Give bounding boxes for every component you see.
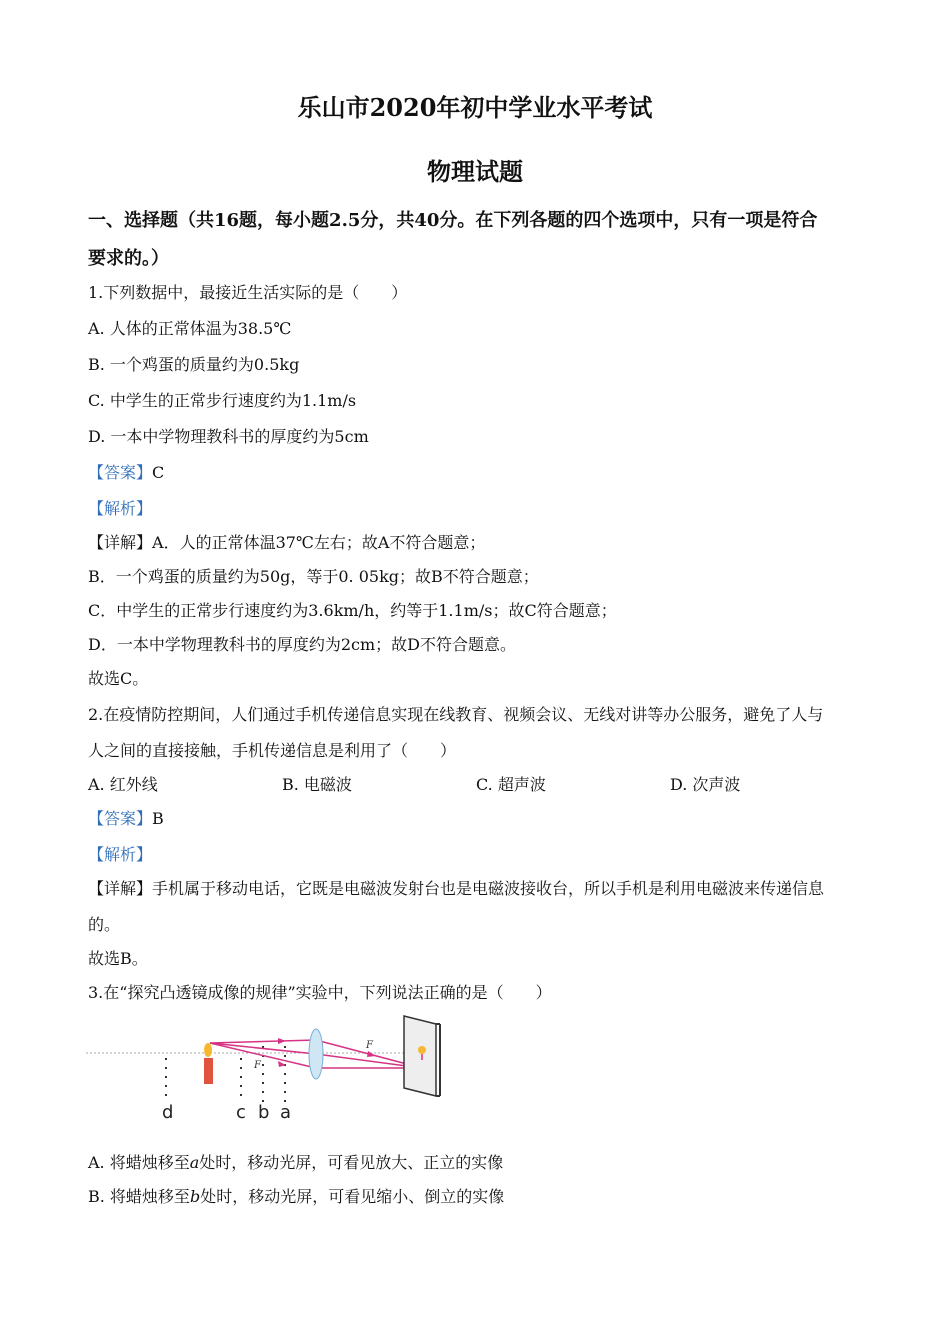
q1-detail-b: B．一个鸡蛋的质量约为50g，等于0. 05kg；故B不符合题意； <box>88 567 539 586</box>
q3-option-a: A. 将蜡烛移至a处时，移动光屏，可看见放大、正立的实像 <box>88 1153 504 1172</box>
q2-detail-line2: 的。 <box>88 915 121 934</box>
q1-analysis-tag: 【解析】 <box>88 499 153 518</box>
section-heading-line1: 一、选择题（共16题，每小题2.5分，共40分。在下列各题的四个选项中，只有一项是符合 <box>88 210 818 231</box>
q1-option-a: A. 人体的正常体温为38.5℃ <box>88 319 292 338</box>
q1-detail-a-text: A．人的正常体温37℃左右；故A不符合题意； <box>152 533 486 552</box>
focal-label-left: F <box>254 1060 261 1071</box>
q3-option-a-var: a <box>189 1153 200 1172</box>
q2-detail-line1 <box>88 876 824 899</box>
ray-arrow-3 <box>367 1051 376 1057</box>
label-b: b <box>258 1102 270 1123</box>
q2-option-a: A. 红外线 <box>88 775 158 794</box>
exam-subtitle: 物理试题 <box>427 157 523 186</box>
convex-lens <box>309 1029 323 1079</box>
q1-answer-value: C <box>152 463 165 482</box>
q1-conclusion: 故选C。 <box>88 669 149 688</box>
label-d: d <box>162 1102 174 1123</box>
q1-option-d: D. 一本中学物理教科书的厚度约为5cm <box>88 427 369 446</box>
focal-label-right: F <box>366 1040 373 1051</box>
q2-conclusion: 故选B。 <box>88 949 148 968</box>
q2-detail-text: 手机属于移动电话，它既是电磁波发射台也是电磁波接收台，所以手机是利用电磁波来传递信息 <box>152 879 825 898</box>
q3-stem: 3.在“探究凸透镜成像的规律”实验中，下列说法正确的是（ ） <box>88 983 552 1002</box>
screen-image-icon <box>418 1046 426 1054</box>
q3-option-b: B. 将蜡烛移至b处时，移动光屏，可看见缩小、倒立的实像 <box>88 1187 505 1206</box>
q2-option-d: D. 次声波 <box>670 775 741 794</box>
q1-detail-c: C．中学生的正常步行速度约为3.6km/h，约等于1.1m/s；故C符合题意； <box>88 601 617 620</box>
candle-flame-icon <box>204 1043 212 1057</box>
lens-experiment-diagram <box>86 1010 456 1125</box>
q2-answer-value: B <box>152 809 164 828</box>
q2-answer-tag: 【答案】 <box>88 809 153 828</box>
q1-option-c: C. 中学生的正常步行速度约为1.1m/s <box>88 391 357 410</box>
q1-detail-tag: 【详解】 <box>88 533 153 552</box>
light-screen <box>404 1016 436 1096</box>
q2-option-c: C. 超声波 <box>476 775 546 794</box>
exam-title: 乐山市2020年初中学业水平考试 <box>297 93 653 122</box>
q2-stem-line1: 2.在疫情防控期间，人们通过手机传递信息实现在线教育、视频会议、无线对讲等办公服务，避免了人与 <box>88 705 824 724</box>
q2-option-b: B. 电磁波 <box>282 775 352 794</box>
q3-option-b-var: b <box>189 1187 201 1206</box>
label-a: a <box>280 1102 292 1123</box>
ray-1 <box>210 1040 316 1043</box>
label-c: c <box>236 1102 246 1123</box>
q2-detail-tag: 【详解】 <box>88 879 153 898</box>
q1-detail-a <box>88 530 485 553</box>
q2-stem-line2: 人之间的直接接触，手机传递信息是利用了（ ） <box>88 741 457 760</box>
ray-2 <box>210 1043 316 1054</box>
q1-stem: 1.下列数据中，最接近生活实际的是（ ） <box>88 283 408 302</box>
ray-arrow-1 <box>278 1038 286 1044</box>
section-heading-line2: 要求的。） <box>88 248 169 269</box>
q1-option-b: B. 一个鸡蛋的质量约为0.5kg <box>88 355 300 374</box>
q1-answer <box>88 460 164 483</box>
q2-analysis-tag: 【解析】 <box>88 845 153 864</box>
q2-answer <box>88 806 164 829</box>
q1-answer-tag: 【答案】 <box>88 463 153 482</box>
q1-detail-d: D．一本中学物理教科书的厚度约为2cm；故D不符合题意。 <box>88 635 516 654</box>
candle-body <box>204 1058 213 1084</box>
